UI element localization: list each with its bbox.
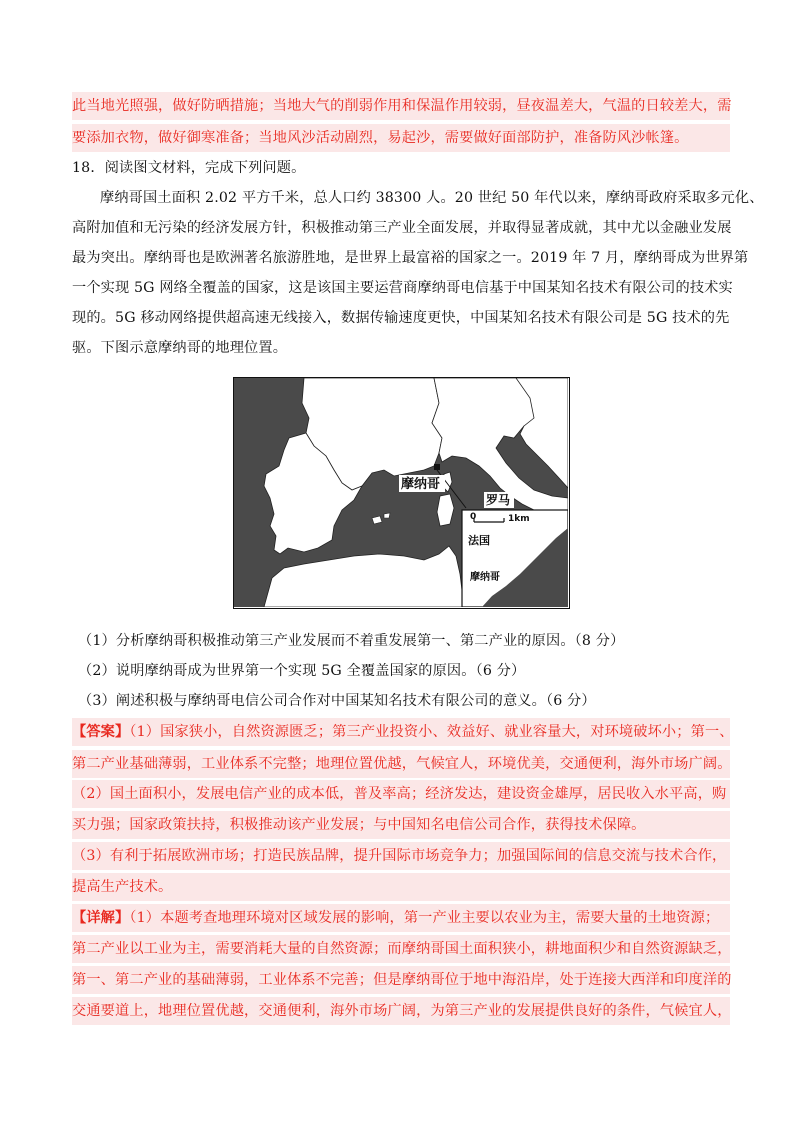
monaco-inset xyxy=(462,510,568,607)
answer-line: （3）有利于拓展欧洲市场；打造民族品牌，提升国际市场竞争力；加强国际间的信息交流与技术合作， xyxy=(72,842,730,870)
inset-label-france: 法国 xyxy=(468,534,490,547)
answer-line: 第二产业基础薄弱，工业体系不完整；地理位置优越，气候宜人，环境优美，交通便利，海外市场广阔。 xyxy=(72,750,730,778)
map-label-monaco: 摩纳哥 xyxy=(401,477,441,492)
question-paragraph-line: 摩纳哥国土面积 2.02 平方千米，总人口约 38300 人。20 世纪 50 年代以来，摩纳哥政府采取多元化、 xyxy=(100,190,764,206)
map-label-rome: 罗马 xyxy=(486,493,511,507)
detail-line xyxy=(72,904,730,932)
monaco-location-map xyxy=(233,377,570,609)
sub-question-2: （2）说明摩纳哥成为世界第一个实现 5G 全覆盖国家的原因。（6 分） xyxy=(78,663,526,679)
answer-line: （2）国土面积小，发展电信产业的成本低，普及率高；经济发达，建设资金雄厚，居民收入水平高，购 xyxy=(72,780,730,808)
answer-continuation-line-1: 此当地光照强，做好防晒措施；当地大气的削弱作用和保温作用较弱，昼夜温差大，气温的日较差大，需 xyxy=(72,92,730,120)
sub-question-3: （3）阐述积极与摩纳哥电信公司合作对中国某知名技术有限公司的意义。（6 分） xyxy=(78,693,596,709)
answer-tag: 【答案】 xyxy=(72,724,130,740)
question-paragraph-line: 最为突出。摩纳哥也是欧洲著名旅游胜地，是世界上最富裕的国家之一。2019 年 7 月，摩纳哥成为世界第 xyxy=(72,250,749,266)
answer-line: 买力强；国家政策扶持，积极推动该产业发展；与中国知名电信公司合作，获得技术保障。 xyxy=(72,811,730,839)
answer-text: （1）国家狭小，自然资源匮乏；第三产业投资小、效益好、就业容量大，对环境破坏小；第一、 xyxy=(129,724,734,740)
scale-zero-label: 0 xyxy=(470,512,477,522)
detail-line: 第一、第二产业的基础薄弱，工业体系不完善；但是摩纳哥位于地中海沿岸，处于连接大西洋和印度洋的 xyxy=(72,966,730,994)
monaco-marker xyxy=(434,464,440,470)
detail-text: （1）本题考查地理环境对区域发展的影响，第一产业主要以农业为主，需要大量的土地资源； xyxy=(129,910,720,926)
detail-tag: 【详解】 xyxy=(72,910,130,926)
question-paragraph-line: 驱。下图示意摩纳哥的地理位置。 xyxy=(72,340,288,356)
map-graphic xyxy=(234,378,568,607)
answer-line: 提高生产技术。 xyxy=(72,873,730,901)
question-title: 18．阅读图文材料，完成下列问题。 xyxy=(72,160,306,176)
answer-line xyxy=(72,718,734,746)
sub-question-1: （1）分析摩纳哥积极推动第三产业发展而不着重发展第一、第二产业的原因。（8 分） xyxy=(78,633,625,649)
question-paragraph-line: 一个实现 5G 网络全覆盖的国家，这是该国主要运营商摩纳哥电信基于中国某知名技术有限公司的技术实 xyxy=(72,280,733,296)
detail-line: 第二产业以工业为主，需要消耗大量的自然资源；而摩纳哥国土面积狭小，耕地面积少和自然资源缺乏， xyxy=(72,935,730,963)
detail-line: 交通要道上，地理位置优越，交通便利，海外市场广阔，为第三产业的发展提供良好的条件，气候宜人， xyxy=(72,997,730,1025)
scale-km-label: 1km xyxy=(508,514,530,524)
answer-continuation-line-2: 要添加衣物，做好御寒准备；当地风沙活动剧烈，易起沙，需要做好面部防护，准备防风沙帐篷。 xyxy=(72,124,730,152)
question-paragraph-line: 现的。5G 移动网络提供超高速无线接入，数据传输速度更快，中国某知名技术有限公司是 5G 技术的先 xyxy=(72,310,730,326)
inset-label-monaco: 摩纳哥 xyxy=(470,572,500,583)
question-paragraph-line: 高附加值和无污染的经济发展方针，积极推动第三产业全面发展，并取得显著成就，其中尤以金融业发展 xyxy=(72,220,732,236)
